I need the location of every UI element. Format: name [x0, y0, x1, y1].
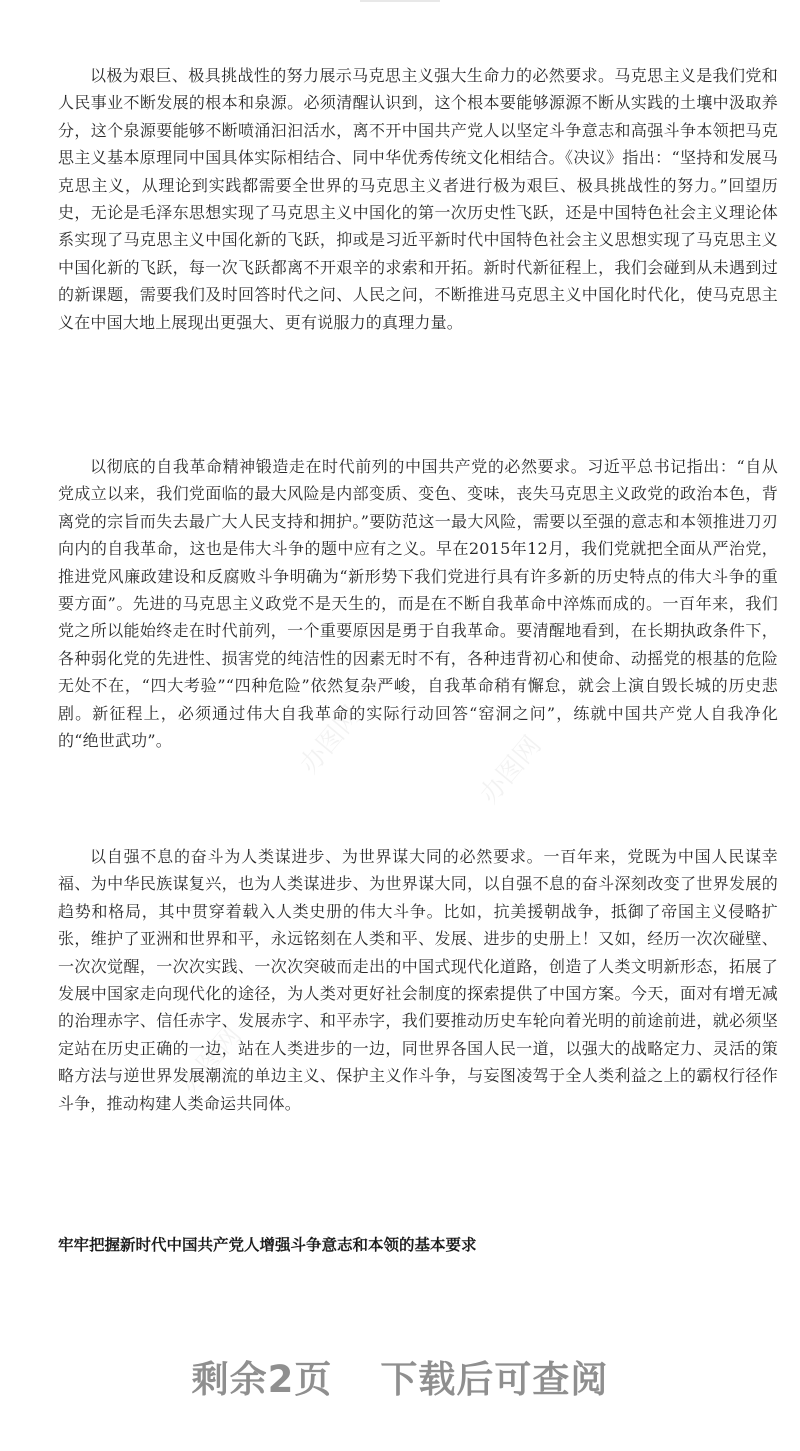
paragraph-human-progress: 以自强不息的奋斗为人类谋进步、为世界谋大同的必然要求。一百年来，党既为中国人民谋幸福、为中华民族谋复兴，也为人类谋进步、为世界谋大同，以自强不息的奋斗深刻改变了世界发展的趋势和格局，其中贯穿着载入人类史册的伟大斗争。比如，抗美援朝战争，抵御了帝国主义侵略扩张，维护了亚洲和世界和平，永远铭刻在人类和平、发展、进步的史册上！又如，经历一次次碰壁、一次次觉醒，一次次实践、一次次突破而走出的中国式现代化道路，创造了人类文明新形态，拓展了发展中国家走向现代化的途径，为人类对更好社会制度的探索提供了中国方案。今天，面对有增无减的治理赤字、信任赤字、发展赤字、和平赤字，我们要推动历史车轮向着光明的前途前进，就必须坚定站在历史正确的一边，站在人类进步的一边，同世界各国人民一道，以强大的战略定力、灵活的策略方法与逆世界发展潮流的单边主义、保护主义作斗争，与妄图凌驾于全人类利益之上的霸权行径作斗争，推动构建人类命运共同体。: [58, 847, 778, 1113]
paragraph-self-revolution: 以彻底的自我革命精神锻造走在时代前列的中国共产党的必然要求。习近平总书记指出：“自从党成立以来，我们党面临的最大风险是内部变质、变色、变味，丧失马克思主义政党的政治本色，背离党的宗旨而失去最广大人民支持和拥护。”要防范这一最大风险，需要以至强的意志和本领推进刀刃向内的自我革命，这也是伟大斗争的题中应有之义。早在2015年12月，我们党就把全面从严治党，推进党风廉政建设和反腐败斗争明确为“新形势下我们党进行具有许多新的历史特点的伟大斗争的重要方面”。先进的马克思主义政党不是天生的，而是在不断自我革命中淬炼而成的。一百年来，我们党之所以能始终走在时代前列，一个重要原因是勇于自我革命。要清醒地看到，在长期执政条件下，各种弱化党的先进性、损害党的纯洁性的因素无时不有，各种违背初心和使命、动摇党的根基的危险无处不在，“四大考验”“四种危险”依然复杂严峻，自我革命稍有懈怠，就会上演自毁长城的历史悲剧。新征程上，必须通过伟大自我革命的实际行动回答“窑洞之问”，练就中国共产党人自我净化的“绝世武功”。: [58, 457, 778, 751]
watermark: 办图网: [174, 1020, 248, 1100]
watermark: 办图网: [474, 730, 548, 810]
remaining-pages-label: 剩余2页: [191, 1358, 333, 1401]
download-to-view-label: 下载后可查阅: [380, 1358, 609, 1401]
section-heading: 牢牢把握新时代中国共产党人增强斗争意志和本领的基本要求: [58, 1236, 477, 1254]
remaining-pages-banner[interactable]: [0, 1346, 800, 1406]
top-divider: [360, 0, 440, 2]
paragraph-marxism-vitality: 以极为艰巨、极具挑战性的努力展示马克思主义强大生命力的必然要求。马克思主义是我们党和人民事业不断发展的根本和泉源。必须清醒认识到，这个根本要能够源源不断从实践的土壤中汲取养分，这个泉源要能够不断喷涌汩汩活水，离不开中国共产党人以坚定斗争意志和高强斗争本领把马克思主义基本原理同中国具体实际相结合、同中华优秀传统文化相结合。《决议》指出：“坚持和发展马克思主义，从理论到实践都需要全世界的马克思主义者进行极为艰巨、极具挑战性的努力。”回望历史，无论是毛泽东思想实现了马克思主义中国化的第一次历史性飞跃，还是中国特色社会主义理论体系实现了马克思主义中国化新的飞跃，抑或是习近平新时代中国特色社会主义思想实现了马克思主义中国化新的飞跃，每一次飞跃都离不开艰辛的求索和开拓。新时代新征程上，我们会碰到从未遇到过的新课题，需要我们及时回答时代之问、人民之问，不断推进马克思主义中国化时代化，使马克思主义在中国大地上展现出更强大、更有说服力的真理力量。: [58, 66, 778, 332]
watermark: 办图网: [294, 700, 368, 780]
